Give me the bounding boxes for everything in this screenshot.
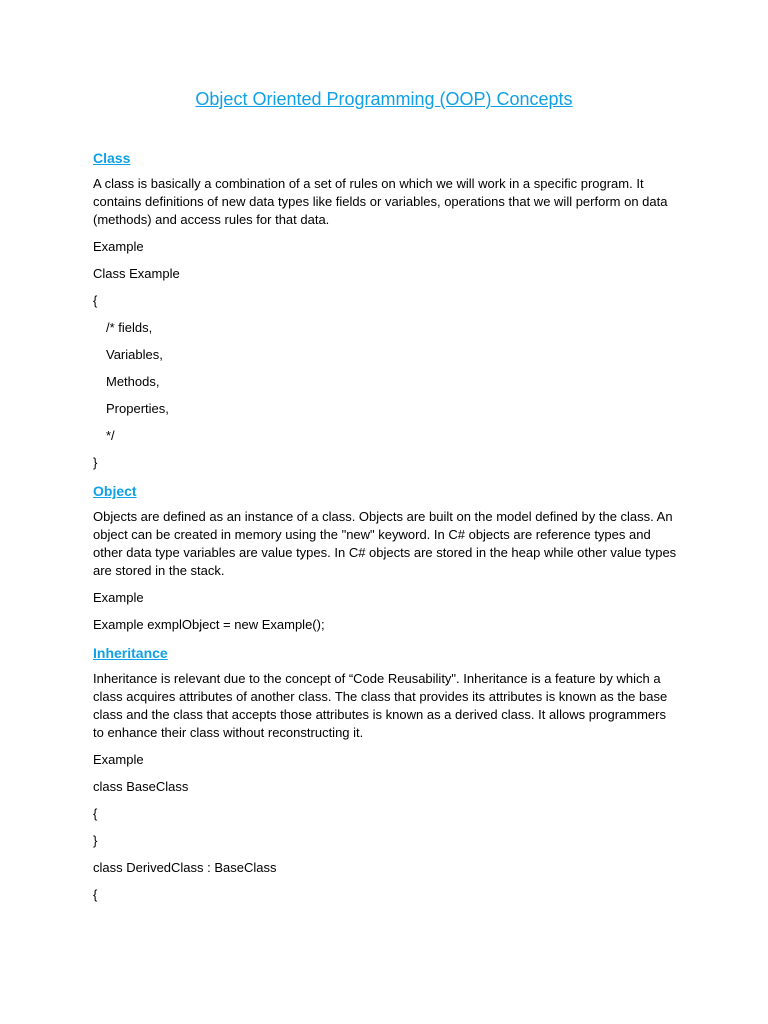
- code-line: Example exmplObject = new Example();: [93, 617, 325, 632]
- document-title: Object Oriented Programming (OOP) Concepts: [195, 89, 573, 109]
- section-inheritance: [93, 643, 678, 904]
- section-heading: Object: [93, 483, 137, 499]
- example-label: Example: [93, 590, 144, 605]
- section-object: [93, 481, 678, 634]
- section-heading: Class: [93, 150, 131, 166]
- code-line: }: [93, 833, 98, 848]
- section-class: [93, 148, 678, 472]
- code-line: class DerivedClass : BaseClass: [93, 860, 277, 875]
- code-line: Class Example: [93, 266, 180, 281]
- code-line: {: [93, 887, 98, 902]
- section-paragraph: A class is basically a combination of a set of rules on which we will work in a specific program. It contains definitions of new data types like fields or variables, operations that we will perform on data (methods) and access rules for that data.: [93, 176, 668, 227]
- code-line: Variables,: [106, 347, 163, 362]
- code-line: Properties,: [106, 401, 169, 416]
- code-line: Methods,: [106, 374, 160, 389]
- code-line: class BaseClass: [93, 779, 189, 794]
- code-line: }: [93, 455, 98, 470]
- section-heading: Inheritance: [93, 645, 168, 661]
- section-paragraph: Objects are defined as an instance of a class. Objects are built on the model defined by the class. An object can be created in memory using the "new" keyword. In C# objects are reference types and other data type variables are value types. In C# objects are stored in the heap while other value types are stored in the stack.: [93, 509, 677, 578]
- code-line: /* fields,: [106, 320, 153, 335]
- example-label: Example: [93, 752, 144, 767]
- example-label: Example: [93, 239, 144, 254]
- code-line: {: [93, 293, 98, 308]
- code-line: {: [93, 806, 98, 821]
- document-body: [93, 148, 678, 913]
- section-paragraph: Inheritance is relevant due to the concept of “Code Reusability". Inheritance is a feature by which a class acquires attributes of another class. The class that provides its attributes is known as the base class and the class that accepts those attributes is known as a derived class. It allows programmers to enhance their class without reconstructing it.: [93, 671, 668, 740]
- code-line: */: [106, 428, 115, 443]
